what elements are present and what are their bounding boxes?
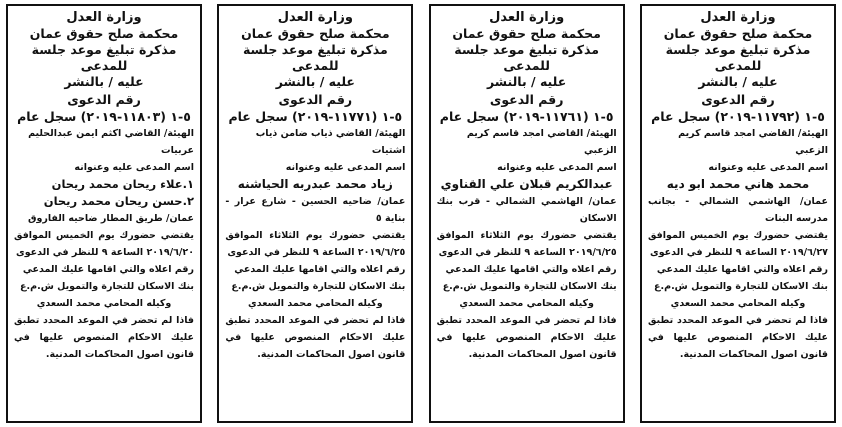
summons-text: يقتضي حضورك يوم الخميس الموافق ٢٠١٩/٦/٢٧ الساعة ٩ للنظر في الدعوى xyxy=(647,230,828,258)
case-label: رقم الدعوى xyxy=(701,92,775,107)
defendant-address: عمان/ الهاشمي الشمالي - بجانب مدرسه البنات xyxy=(647,196,828,224)
lawyer-name: وكيله المحامي محمد السعدي xyxy=(459,298,594,309)
court-name: محكمة صلح حقوق عمان xyxy=(663,26,813,41)
notice-card xyxy=(6,4,202,423)
summons-text: يقتضي حضورك يوم الثلاثاء الموافق ٢٠١٩/٦/٢٥ الساعة ٩ للنظر في الدعوى xyxy=(225,230,406,258)
judicial-panel: الهيئة/ القاضي امجد قاسم كريم الزعبي xyxy=(466,128,617,156)
ministry-title: وزارة العدل xyxy=(66,10,142,25)
memo-line-1: مذكرة تبليغ موعد جلسة للمدعى xyxy=(454,42,600,73)
defendant-name: ٢.حسن ريحان محمد ريحان xyxy=(43,194,194,208)
defendant-label: اسم المدعى عليه وعنوانه xyxy=(708,162,828,173)
defendant-name: زياد محمد عبدربه الحياشنه xyxy=(237,177,393,191)
memo-line-2: عليه / بالنشر xyxy=(698,74,778,89)
defendant-address: عمان/ طريق المطار ضاحيه الفاروق xyxy=(27,213,194,224)
plaintiff-name: بنك الاسكان للتجارة والتمويل ش.م.ع xyxy=(231,281,406,292)
court-name: محكمة صلح حقوق عمان xyxy=(452,26,601,41)
plaintiff-intro: رقم اعلاه والتي اقامها عليك المدعي xyxy=(445,264,617,275)
case-number: ٥-١ (١١٧٦١-٢٠١٩) سجل عام xyxy=(439,109,614,124)
lawyer-name: وكيله المحامي محمد السعدي xyxy=(670,298,806,309)
memo-line-2: عليه / بالنشر xyxy=(275,74,355,89)
case-number: ٥-١ (١١٧٧١-٢٠١٩) سجل عام xyxy=(228,109,403,124)
memo-line-1: مذكرة تبليغ موعد جلسة للمدعى xyxy=(242,42,388,73)
plaintiff-intro: رقم اعلاه والتي اقامها عليك المدعي xyxy=(22,264,194,275)
memo-line-1: مذكرة تبليغ موعد جلسة للمدعى xyxy=(31,42,177,73)
court-name: محكمة صلح حقوق عمان xyxy=(29,26,179,41)
summons-text: يقتضي حضورك يوم الخميس الموافق ٢٠١٩/٦/٢٠ الساعة ٩ للنظر في الدعوى xyxy=(14,230,194,258)
warning-text: فاذا لم تحضر في الموعد المحدد تطبق عليك الاحكام المنصوص عليها في قانون اصول المحاكمات المدنية. xyxy=(647,315,828,360)
notice-card xyxy=(640,4,836,423)
memo-line-2: عليه / بالنشر xyxy=(64,74,144,89)
defendant-label: اسم المدعى عليه وعنوانه xyxy=(497,162,617,173)
defendant-address: عمان/ الهاشمي الشمالي - قرب بنك الاسكان xyxy=(436,196,617,224)
defendant-name: ١.علاء ريحان محمد ريحان xyxy=(51,177,194,191)
case-number: ٥-١ (١١٨٠٣-٢٠١٩) سجل عام xyxy=(17,109,191,124)
warning-text: فاذا لم تحضر في الموعد المحدد تطبق عليك الاحكام المنصوص عليها في قانون اصول المحاكمات المدنية. xyxy=(436,315,617,360)
plaintiff-intro: رقم اعلاه والتي اقامها عليك المدعي xyxy=(234,264,406,275)
defendant-label: اسم المدعى عليه وعنوانه xyxy=(74,162,194,173)
court-name: محكمة صلح حقوق عمان xyxy=(241,26,390,41)
summons-text: يقتضي حضورك يوم الثلاثاء الموافق ٢٠١٩/٦/٢٥ الساعة ٩ للنظر في الدعوى xyxy=(436,230,617,258)
defendant-label: اسم المدعى عليه وعنوانه xyxy=(285,162,406,173)
defendant-name: محمد هاني محمد ابو ديه xyxy=(666,177,810,191)
case-label: رقم الدعوى xyxy=(278,92,353,107)
notice-card xyxy=(217,4,413,423)
case-label: رقم الدعوى xyxy=(67,92,141,107)
plaintiff-name: بنك الاسكان للتجارة والتمويل ش.م.ع xyxy=(20,281,194,292)
lawyer-name: وكيله المحامي محمد السعدي xyxy=(248,298,383,309)
defendant-address: عمان/ ضاحيه الحسين - شارع عرار - بناية ٥ xyxy=(225,196,406,224)
judicial-panel: الهيئة/ القاضي اكثم ايمن عبدالحليم عربيات xyxy=(28,128,194,156)
plaintiff-name: بنك الاسكان للتجارة والتمويل ش.م.ع xyxy=(654,281,828,292)
lawyer-name: وكيله المحامي محمد السعدي xyxy=(36,298,172,309)
ministry-title: وزارة العدل xyxy=(277,10,353,25)
memo-line-1: مذكرة تبليغ موعد جلسة للمدعى xyxy=(665,42,811,73)
memo-line-2: عليه / بالنشر xyxy=(487,74,567,89)
judicial-panel: الهيئة/ القاضي ذياب ضامن ذياب اشتيات xyxy=(255,128,406,156)
plaintiff-name: بنك الاسكان للتجارة والتمويل ش.م.ع xyxy=(442,281,617,292)
judicial-panel: الهيئة/ القاضي امجد قاسم كريم الزعبي xyxy=(678,128,828,156)
plaintiff-intro: رقم اعلاه والتي اقامها عليك المدعي xyxy=(656,264,828,275)
warning-text: فاذا لم تحضر في الموعد المحدد تطبق عليك الاحكام المنصوص عليها في قانون اصول المحاكمات المدنية. xyxy=(225,315,406,360)
defendant-name: عبدالكريم قبلان علي القناوي xyxy=(440,177,613,191)
ministry-title: وزارة العدل xyxy=(489,10,565,25)
notice-card xyxy=(429,4,625,423)
case-label: رقم الدعوى xyxy=(489,92,564,107)
case-number: ٥-١ (١١٧٩٢-٢٠١٩) سجل عام xyxy=(651,109,825,124)
ministry-title: وزارة العدل xyxy=(700,10,776,25)
warning-text: فاذا لم تحضر في الموعد المحدد تطبق عليك الاحكام المنصوص عليها في قانون اصول المحاكمات المدنية. xyxy=(14,315,194,360)
